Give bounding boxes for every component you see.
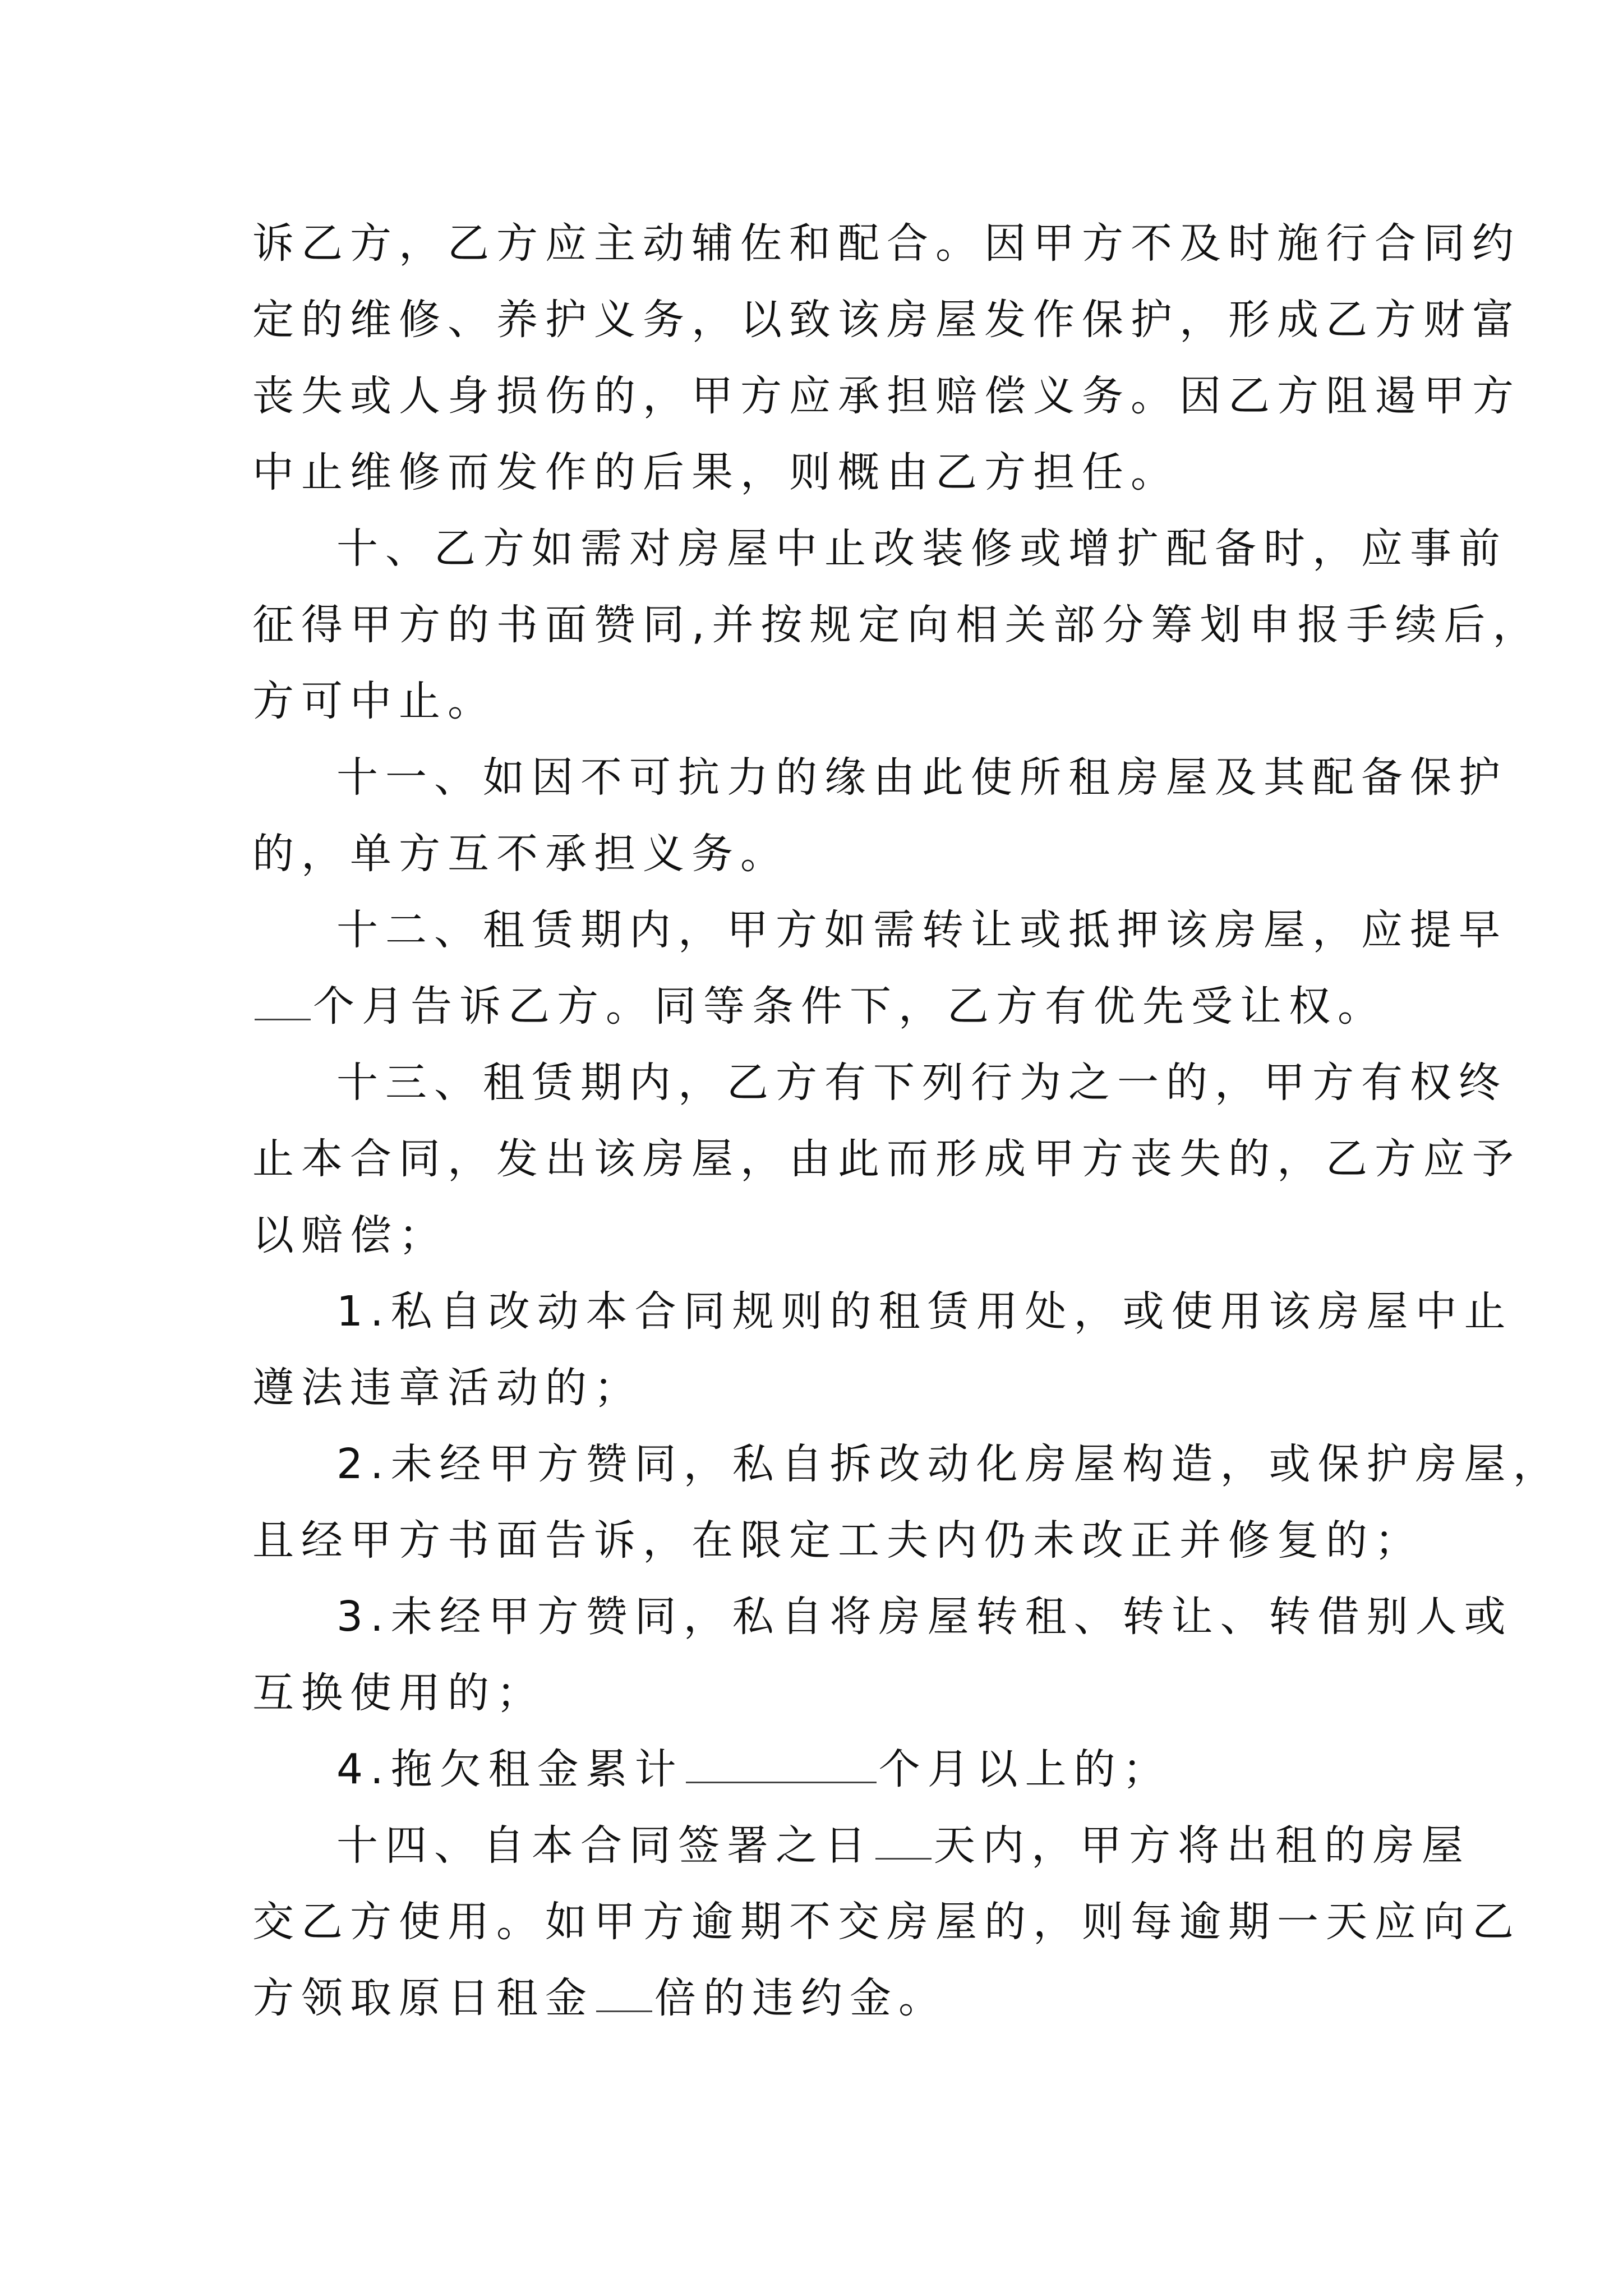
text-line: 以赔偿； [252,1211,448,1259]
text-line: 止本合同，发出该房屋，由此而形成甲方丧失的，乙方应予 [252,1135,1521,1183]
text-line: 遵法违章活动的； [252,1364,643,1412]
text-segment: 十四、自本合同签署之日 [336,1821,873,1870]
fill-blank[interactable] [596,1975,652,2012]
text-segment: 4.拖欠租金累计 [336,1745,684,1793]
text-segment: 天内，甲方将出租的房屋 [934,1821,1470,1870]
text-line: 交乙方使用。如甲方逾期不交房屋的，则每逾期一天应向乙 [252,1898,1521,1946]
clause-14-line [336,1818,1470,1874]
fill-blank[interactable] [875,1822,932,1860]
text-line-with-blank [252,978,1386,1034]
clause-12-line: 十二、租赁期内，甲方如需转让或抵押该房屋，应提早 [336,906,1507,954]
clause-13-line: 十三、租赁期内，乙方有下列行为之一的，甲方有权终 [336,1059,1507,1107]
item-3-line: 3.未经甲方赞同，私自将房屋转租、转让、转借别人或 [336,1593,1513,1641]
clause-11-line: 十一、如因不可抗力的缘由此使所租房屋及其配备保护 [336,753,1507,802]
text-line-with-blank [252,1970,947,2026]
clause-10-line: 十、乙方如需对房屋中止改装修或增扩配备时，应事前 [336,524,1507,573]
text-line: 征得甲方的书面赞同,并按规定向相关部分筹划申报手续后， [252,601,1542,649]
text-line: 的，单方互不承担义务。 [252,830,789,878]
text-segment: 方领取原日租金 [252,1974,594,2022]
item-1-line: 1.私自改动本合同规则的租赁用处，或使用该房屋中止 [336,1287,1513,1336]
text-line: 定的维修、养护义务，以致该房屋发作保护，形成乙方财富 [252,296,1521,344]
fill-blank[interactable] [686,1746,877,1783]
text-line: 中止维修而发作的后果，则概由乙方担任。 [252,448,1179,496]
text-segment: 个月以上的； [878,1745,1172,1793]
item-2-line: 2.未经甲方赞同，私自拆改动化房屋构造，或保护房屋， [336,1440,1562,1488]
text-line: 且经甲方书面告诉，在限定工夫内仍未改正并修复的； [252,1516,1423,1565]
text-line: 方可中止。 [252,677,496,725]
text-segment: 个月告诉乙方。同等条件下，乙方有优先受让权。 [313,982,1386,1030]
text-line: 丧失或人身损伤的，甲方应承担赔偿义务。因乙方阻遏甲方 [252,372,1521,420]
fill-blank[interactable] [255,983,311,1020]
text-line: 诉乙方，乙方应主动辅佐和配合。因甲方不及时施行合同约 [252,219,1521,268]
text-segment: 倍的违约金。 [654,1974,947,2022]
text-line: 互换使用的； [252,1669,545,1717]
item-4-line [336,1741,1172,1797]
